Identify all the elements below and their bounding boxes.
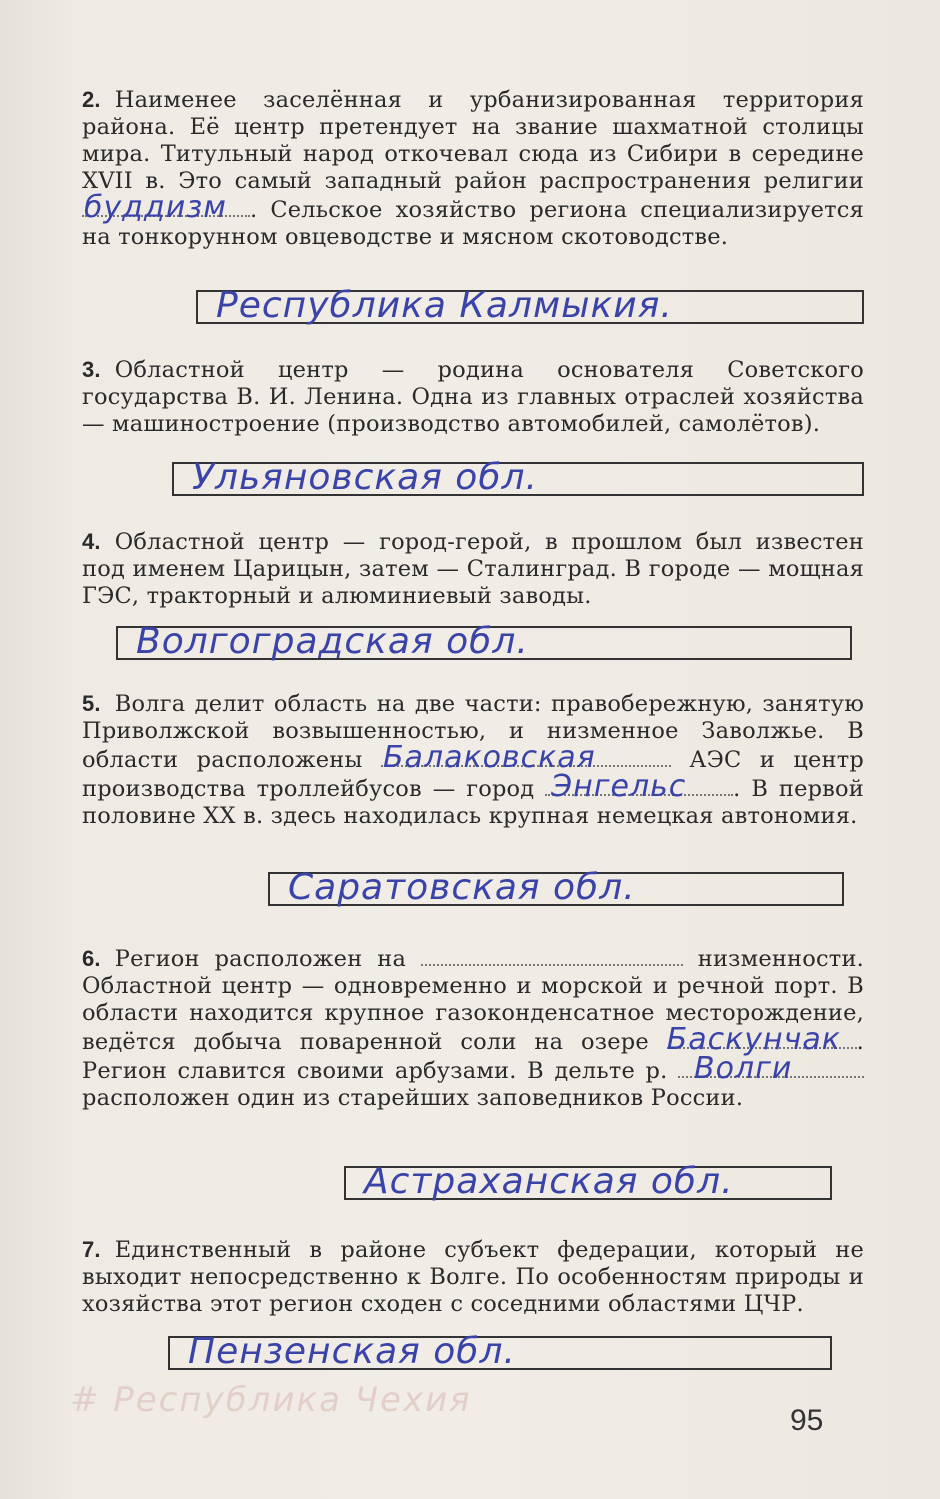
exercise-text: Единственный в районе субъект федерации, который не выходит непосредственно к Волге. По особенностям природы и хозяйства этот регион сходен с соседними областями ЦЧР. — [82, 1237, 864, 1317]
exercise-number: 7. — [82, 1237, 101, 1262]
answer-blank[interactable] — [678, 1051, 864, 1086]
answer-box[interactable] — [344, 1161, 832, 1202]
handwritten-answer: Саратовская обл. — [288, 867, 636, 908]
handwritten-answer: Республика Калмыкия. — [216, 285, 673, 326]
faded-handwriting: # Республика Чехия — [70, 1380, 472, 1420]
handwritten-answer: Энгельс — [551, 769, 687, 804]
page-number: 95 — [790, 1404, 824, 1437]
answer-box[interactable] — [116, 621, 852, 662]
handwritten-answer: Астраханская обл. — [364, 1161, 734, 1202]
handwritten-answer: Волги — [694, 1051, 793, 1086]
exercise-number: 3. — [82, 357, 101, 382]
exercise-number: 2. — [82, 87, 101, 112]
answer-blank[interactable] — [381, 740, 671, 775]
answer-blank[interactable] — [666, 1022, 857, 1057]
exercise-text: Волга делит область на две части: правобережную, занятую Приволжской возвышенностью, и низменное Заволжье. В области расположены — [82, 691, 864, 773]
answer-box[interactable] — [196, 285, 864, 326]
answer-blank[interactable] — [545, 769, 733, 804]
handwritten-answer: Баскунчак — [666, 1022, 841, 1057]
exercise-text: . Сельское хозяйство региона специализируется на тонкорунном овцеводстве и мясном скотоводстве. — [82, 197, 864, 250]
exercise-number: 6. — [82, 946, 101, 971]
exercise-3 — [82, 356, 864, 438]
answer-blank[interactable] — [421, 944, 683, 966]
exercise-5 — [82, 690, 864, 830]
exercise-text: низменности. Областной центр — одновременно и морской и речной порт. В области находится крупное газоконденсатное месторождение, ведётся добыча поваренной соли на озере — [82, 946, 864, 1055]
handwritten-answer: Пензенская обл. — [188, 1331, 516, 1372]
exercise-7 — [82, 1236, 864, 1318]
answer-box[interactable] — [172, 457, 864, 498]
exercise-number: 5. — [82, 691, 101, 716]
answer-box[interactable] — [168, 1331, 832, 1372]
exercise-text: Областной центр — родина основателя Советского государства В. И. Ленина. Одна из главных отраслей хозяйства — машиностроение (производство автомобилей, самолётов). — [82, 357, 864, 437]
exercise-text: Областной центр — город-герой, в прошлом был известен под именем Царицын, затем — Сталинград. В городе — мощная ГЭС, тракторный и алюминиевый заводы. — [82, 529, 864, 609]
handwritten-answer: Волгоградская обл. — [136, 621, 529, 662]
exercise-text: . Регион славится своими арбузами. В дельте р. — [82, 1029, 864, 1084]
exercise-text: . В первой половине XX в. здесь находилась крупная немецкая автономия. — [82, 776, 864, 829]
handwritten-answer: буддизм — [84, 190, 227, 225]
exercise-text: Наименее заселённая и урбанизированная территория района. Её центр претендует на звание шахматной столицы мира. Титульный народ откочевал сюда из Сибири в середине XVII в. Это самый западный район распространения религии — [82, 87, 864, 194]
exercise-text: расположен один из старейших заповедников России. — [82, 1085, 744, 1111]
answer-box[interactable] — [268, 867, 844, 908]
handwritten-answer: Балаковская — [382, 740, 596, 775]
answer-blank[interactable] — [82, 190, 250, 225]
handwritten-answer: Ульяновская обл. — [192, 457, 538, 498]
exercise-text: АЭС и центр производства троллейбусов — город — [82, 747, 864, 802]
exercise-number: 4. — [82, 529, 101, 554]
exercise-2 — [82, 86, 864, 251]
exercise-text: Регион расположен на — [114, 946, 407, 972]
exercise-4 — [82, 528, 864, 610]
exercise-6 — [82, 944, 864, 1112]
